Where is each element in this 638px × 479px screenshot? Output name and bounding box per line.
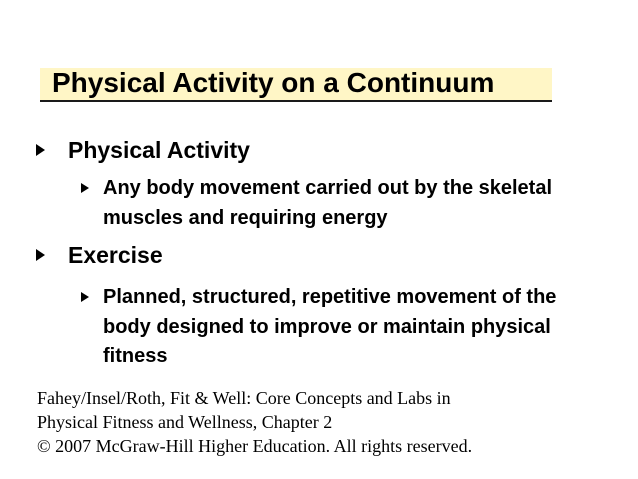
sub-bullet-triangle-icon [81,183,89,193]
caption-line-1: Fahey/Insel/Roth, Fit & Well: Core Concepts and Labs in [37,388,451,408]
bullet-label: Exercise [68,242,163,268]
bullet-triangle-icon [36,144,45,156]
slide-title: Physical Activity on a Continuum [52,67,495,98]
caption-line-3: © 2007 McGraw-Hill Higher Education. All rights reserved. [37,436,473,456]
title-underline [40,100,552,102]
sub-bullet-text: Any body movement carried out by the skeletal muscles and requiring energy [103,177,553,229]
sub-bullet-text: Planned, structured, repetitive movement of the body designed to improve or maintain physical fitness [103,286,557,367]
caption-line-2: Physical Fitness and Wellness, Chapter 2 [37,412,333,432]
bullet-triangle-icon [36,249,45,261]
bullet-label: Physical Activity [68,137,250,163]
sub-bullet-triangle-icon [81,292,89,302]
source-caption [37,386,472,458]
